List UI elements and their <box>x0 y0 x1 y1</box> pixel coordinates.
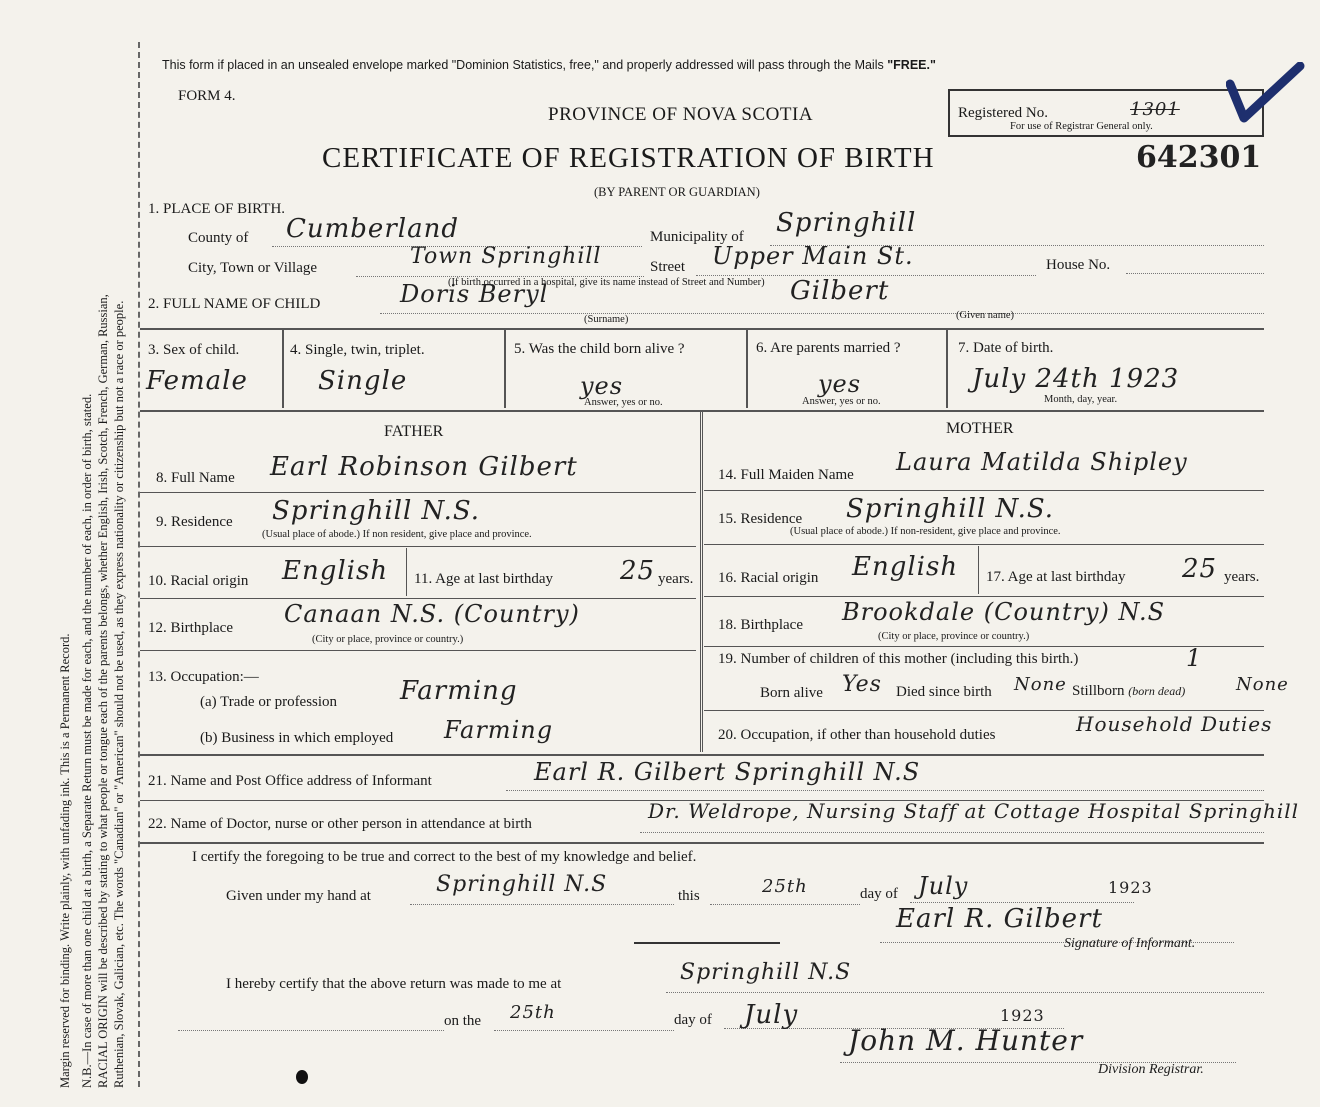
died-since-birth-label: Died since birth <box>896 684 992 700</box>
plurality-label: 4. Single, twin, triplet. <box>290 342 425 358</box>
given-under-hand-label: Given under my hand at <box>226 888 371 904</box>
date-of-birth-label: 7. Date of birth. <box>958 340 1054 356</box>
county-label: County of <box>188 230 249 246</box>
given-month-value: July <box>918 872 969 900</box>
father-name-value: Earl Robinson Gilbert <box>270 452 578 482</box>
city-value: Town Springhill <box>410 244 602 269</box>
mother-heading: MOTHER <box>946 420 1014 437</box>
sex-label: 3. Sex of child. <box>148 342 240 358</box>
hospital-note: (If birth occurred in a hospital, give its name instead of Street and Number) <box>448 277 765 288</box>
father-name-label: 8. Full Name <box>156 470 235 486</box>
registered-label: Registered No. <box>958 105 1048 121</box>
given-year-value: 1923 <box>1108 878 1153 897</box>
died-since-birth-value: None <box>1014 674 1067 695</box>
registered-number-box <box>948 89 1264 137</box>
registrar-statement: I hereby certify that the above return was made to me at <box>226 976 562 992</box>
city-label: City, Town or Village <box>188 260 318 276</box>
plurality-value: Single <box>318 366 408 396</box>
mother-residence-value: Springhill N.S. <box>846 494 1055 524</box>
mother-residence-caption: (Usual place of abode.) If non-resident, give place and province. <box>790 526 1061 537</box>
registrar-day-value: 25th <box>510 1002 556 1023</box>
registrar-on-label: on the <box>444 1013 482 1029</box>
born-alive-value: yes <box>580 372 624 400</box>
father-birthplace-caption: (City or place, province or country.) <box>312 634 464 645</box>
born-alive-count-value: Yes <box>842 672 882 697</box>
place-of-birth-heading: 1. PLACE OF BIRTH. <box>148 201 286 217</box>
margin-note-racial-origin-cont: Ruthenian, Slovak, Galician, etc. The words "Canadian" or "American" should not be used, as they express nationality or citizenship but not a race or people. <box>112 300 126 1088</box>
sex-value: Female <box>146 366 248 396</box>
street-value: Upper Main St. <box>712 242 914 270</box>
mother-children-value: 1 <box>1186 644 1203 672</box>
county-value: Cumberland <box>286 214 459 244</box>
given-place-value: Springhill N.S <box>436 872 608 897</box>
certificate-title: CERTIFICATE OF REGISTRATION OF BIRTH <box>322 142 935 174</box>
father-age-years: years. <box>658 571 694 587</box>
father-birthplace-label: 12. Birthplace <box>148 620 233 636</box>
stillborn-value: None <box>1236 674 1289 695</box>
margin-note-racial-origin: RACIAL ORIGIN will be described by stating to what people or tongue each of the parents belongs, whether English, Irish, Scotch, French, German, Russian, <box>96 294 110 1088</box>
father-age-value: 25 <box>620 556 656 586</box>
mother-birthplace-label: 18. Birthplace <box>718 617 803 633</box>
mother-residence-label: 15. Residence <box>718 511 803 527</box>
given-day-value: 25th <box>762 876 808 897</box>
mother-race-value: English <box>852 552 959 582</box>
municipality-label: Municipality of <box>650 229 744 245</box>
registrar-year-value: 1923 <box>1000 1006 1045 1025</box>
informant-label: 21. Name and Post Office address of Informant <box>148 773 432 789</box>
given-name-caption: (Given name) <box>956 310 1015 321</box>
margin-note-multiple-births: N.B.—In case of more than one child at a birth, a Separate Return must be made for each, and the number of each, in order of birth, stated. <box>80 393 94 1088</box>
mother-race-label: 16. Racial origin <box>718 570 819 586</box>
informant-value: Earl R. Gilbert Springhill N.S <box>534 758 921 786</box>
section-divider <box>634 942 780 944</box>
municipality-value: Springhill <box>776 208 917 238</box>
father-occupation-label: 13. Occupation:— <box>148 669 259 685</box>
father-residence-caption: (Usual place of abode.) If non resident, give place and province. <box>262 529 532 540</box>
stillborn-label: Stillborn (born dead) <box>1072 683 1186 699</box>
parents-married-caption: Answer, yes or no. <box>802 396 881 407</box>
child-given-name: Doris Beryl <box>400 280 549 308</box>
father-business-value: Farming <box>444 716 554 744</box>
father-residence-value: Springhill N.S. <box>272 496 481 526</box>
doctor-label: 22. Name of Doctor, nurse or other person in attendance at birth <box>148 816 532 832</box>
mother-occupation-label: 20. Occupation, if other than household duties <box>718 727 996 743</box>
form-number: FORM 4. <box>178 88 236 104</box>
this-label: this <box>678 888 700 904</box>
child-name-label: 2. FULL NAME OF CHILD <box>148 296 321 312</box>
child-surname: Gilbert <box>790 276 890 306</box>
father-race-label: 10. Racial origin <box>148 573 249 589</box>
stamp-number: 642301 <box>1136 140 1262 175</box>
registrar-place-value: Springhill N.S <box>680 960 852 985</box>
date-of-birth-value: July 24th 1923 <box>972 364 1180 394</box>
mother-age-label: 17. Age at last birthday <box>986 569 1126 585</box>
parents-married-value: yes <box>818 370 862 398</box>
father-birthplace-value: Canaan N.S. (Country) <box>284 600 580 628</box>
registrar-day-of-label: day of <box>674 1012 712 1028</box>
father-trade-label: (a) Trade or profession <box>200 694 338 710</box>
mail-note: This form if placed in an unsealed envelope marked "Dominion Statistics, free," and properly addressed will pass through the Mails "FREE." <box>162 58 936 72</box>
mother-age-value: 25 <box>1182 554 1218 584</box>
born-alive-label: 5. Was the child born alive ? <box>514 341 685 357</box>
surname-caption: (Surname) <box>584 314 629 325</box>
born-alive-caption: Answer, yes or no. <box>584 397 663 408</box>
born-alive-count-label: Born alive <box>760 685 823 701</box>
registrar-only-note: For use of Registrar General only. <box>1010 121 1153 132</box>
certificate-subtitle: (BY PARENT OR GUARDIAN) <box>594 185 760 199</box>
father-race-value: English <box>282 556 389 586</box>
father-trade-value: Farming <box>400 676 518 706</box>
checkmark-icon <box>1226 62 1306 132</box>
informant-signature-caption: Signature of Informant. <box>1064 936 1196 951</box>
registrar-signature: John M. Hunter <box>848 1024 1084 1057</box>
mother-age-years: years. <box>1224 569 1260 585</box>
father-business-label: (b) Business in which employed <box>200 730 394 746</box>
mother-occupation-value: Household Duties <box>1076 712 1273 736</box>
mother-name-label: 14. Full Maiden Name <box>718 467 854 483</box>
province-heading: PROVINCE OF NOVA SCOTIA <box>548 104 814 125</box>
street-label: Street <box>650 259 685 275</box>
mother-name-value: Laura Matilda Shipley <box>896 448 1188 476</box>
mother-children-label: 19. Number of children of this mother (including this birth.) <box>718 651 1079 667</box>
certify-statement: I certify the foregoing to be true and correct to the best of my knowledge and belief. <box>192 849 697 865</box>
given-day-of-label: day of <box>860 886 898 902</box>
father-residence-label: 9. Residence <box>156 514 233 530</box>
father-heading: FATHER <box>384 423 444 440</box>
registered-value: 1301 <box>1130 99 1180 120</box>
house-number-label: House No. <box>1046 257 1111 273</box>
margin-note-binding: Margin reserved for binding. Write plainly, with unfading ink. This is a Permanent Record. <box>58 633 72 1088</box>
parents-married-label: 6. Are parents married ? <box>756 340 901 356</box>
father-age-label: 11. Age at last birthday <box>414 571 553 587</box>
registrar-caption: Division Registrar. <box>1098 1062 1204 1077</box>
registrar-month-value: July <box>744 1000 799 1030</box>
ink-blot <box>296 1070 308 1084</box>
mother-birthplace-caption: (City or place, province or country.) <box>878 631 1030 642</box>
mother-birthplace-value: Brookdale (Country) N.S <box>842 598 1166 626</box>
informant-signature: Earl R. Gilbert <box>896 904 1103 934</box>
doctor-value: Dr. Weldrope, Nursing Staff at Cottage Hospital Springhill <box>648 799 1300 823</box>
date-of-birth-caption: Month, day, year. <box>1044 394 1118 405</box>
